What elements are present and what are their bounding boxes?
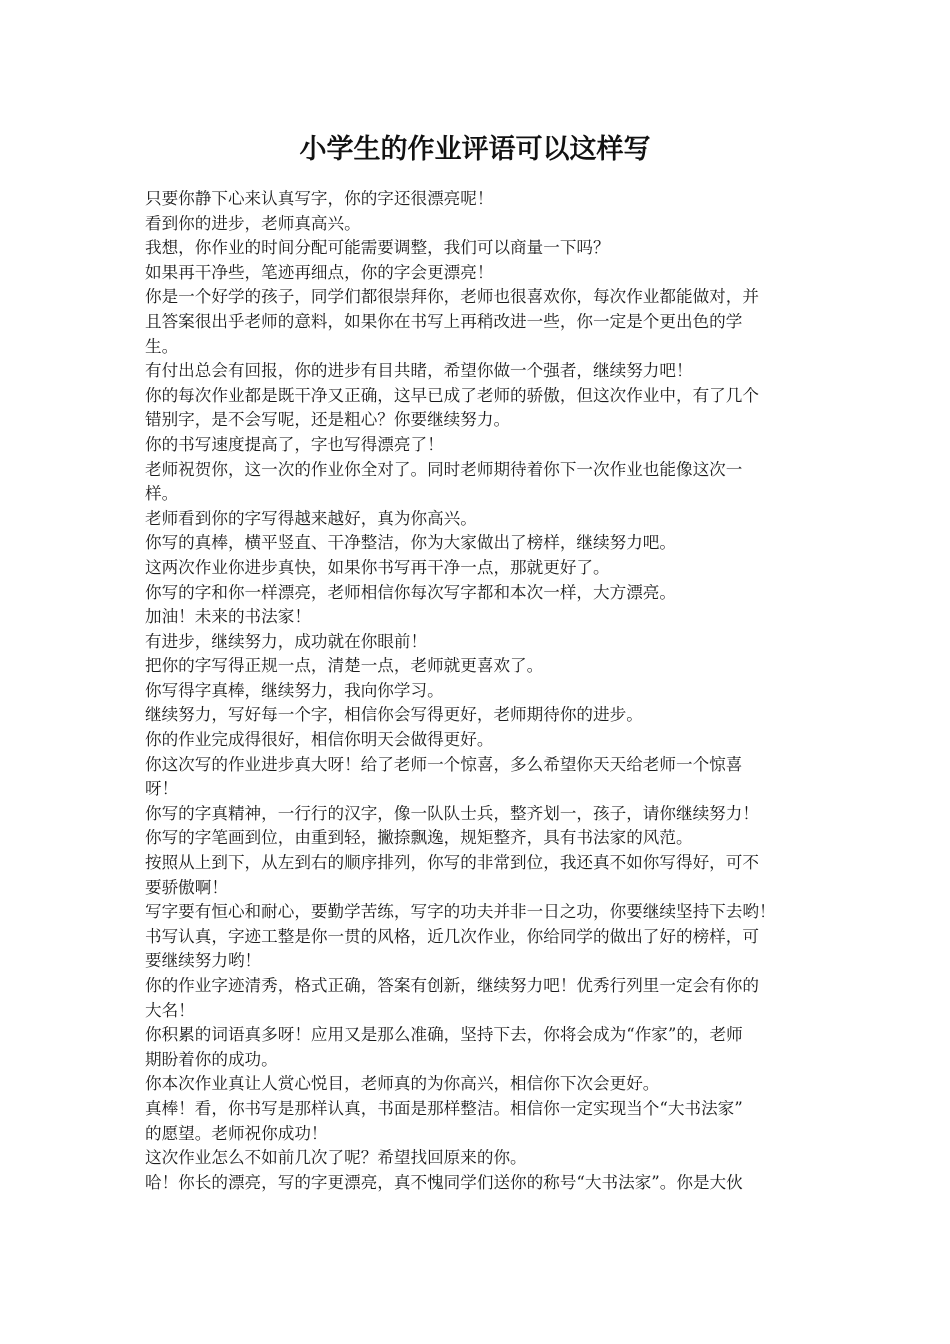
text-line: 老师看到你的字写得越来越好，真为你高兴。 bbox=[145, 508, 477, 528]
text-line: 大名！ bbox=[145, 1000, 195, 1020]
text-line: 你是一个好学的孩子，同学们都很崇拜你，老师也很喜欢你，每次作业都能做对，并 bbox=[145, 287, 759, 307]
text-line: 老师祝贺你，这一次的作业你全对了。同时老师期待着你下一次作业也能像这次一 bbox=[145, 459, 743, 479]
text-line: 加油！未来的书法家！ bbox=[145, 607, 311, 627]
text-line: 你这次写的作业进步真大呀！给了老师一个惊喜，多么希望你天天给老师一个惊喜 bbox=[145, 754, 743, 774]
text-line: 把你的字写得正规一点，清楚一点，老师就更喜欢了。 bbox=[145, 656, 544, 676]
text-line: 你积累的词语真多呀！应用又是那么准确，坚持下去，你将会成为“作家”的，老师 bbox=[145, 1025, 743, 1045]
text-line: 我想，你作业的时间分配可能需要调整，我们可以商量一下吗？ bbox=[145, 238, 610, 258]
document-body bbox=[145, 187, 810, 1195]
text-line: 呀！ bbox=[145, 779, 179, 799]
text-line: 写字要有恒心和耐心，要勤学苦练，写字的功夫并非一日之功，你要继续坚持下去哟！ bbox=[145, 902, 776, 922]
document-title: 小学生的作业评语可以这样写 bbox=[299, 134, 651, 165]
text-line: 你写得字真棒，继续努力，我向你学习。 bbox=[145, 680, 444, 700]
text-line: 你的作业字迹清秀，格式正确，答案有创新，继续努力吧！优秀行列里一定会有你的 bbox=[145, 976, 759, 995]
text-line: 真棒！看，你书写是那样认真，书面是那样整洁。相信你一定实现当个“大书法家” bbox=[145, 1098, 743, 1118]
text-line: 只要你静下心来认真写字，你的字还很漂亮呢！ bbox=[145, 189, 494, 208]
text-line: 你写的真棒，横平竖直、干净整洁，你为大家做出了榜样，继续努力吧。 bbox=[145, 533, 676, 553]
text-line: 你的每次作业都是既干净又正确，这早已成了老师的骄傲，但这次作业中，有了几个 bbox=[145, 385, 759, 405]
text-line: 继续努力，写好每一个字，相信你会写得更好，老师期待你的进步。 bbox=[145, 705, 643, 725]
text-line: 生。 bbox=[145, 336, 179, 356]
text-line: 要继续努力哟！ bbox=[145, 951, 262, 971]
text-line: 这次作业怎么不如前几次了呢？希望找回原来的你。 bbox=[145, 1148, 527, 1168]
text-line: 你写的字笔画到位，由重到轻，撇捺飘逸，规矩整齐，具有书法家的风范。 bbox=[145, 828, 693, 848]
text-line: 错别字，是不会写呢，还是粗心？你要继续努力。 bbox=[145, 410, 511, 430]
text-line: 有付出总会有回报，你的进步有目共睹，希望你做一个强者，继续努力吧！ bbox=[145, 361, 693, 381]
text-line: 如果再干净些，笔迹再细点，你的字会更漂亮！ bbox=[145, 262, 494, 282]
text-line: 要骄傲啊！ bbox=[145, 877, 228, 897]
text-line: 样。 bbox=[145, 484, 179, 504]
text-line: 期盼着你的成功。 bbox=[145, 1049, 278, 1069]
text-line: 你本次作业真让人赏心悦目，老师真的为你高兴，相信你下次会更好。 bbox=[145, 1074, 660, 1094]
text-line: 有进步，继续努力，成功就在你眼前！ bbox=[145, 631, 428, 651]
text-line: 你的作业完成得很好，相信你明天会做得更好。 bbox=[145, 730, 494, 750]
text-line: 哈！你长的漂亮，写的字更漂亮，真不愧同学们送你的称号“大书法家”。你是大伙 bbox=[145, 1172, 743, 1192]
text-line: 你写的字和你一样漂亮，老师相信你每次写字都和本次一样，大方漂亮。 bbox=[145, 582, 676, 602]
text-line: 你的书写速度提高了，字也写得漂亮了！ bbox=[145, 434, 444, 454]
text-line: 且答案很出乎老师的意料，如果你在书写上再稍改进一些，你一定是个更出色的学 bbox=[145, 311, 743, 331]
text-line: 这两次作业你进步真快，如果你书写再干净一点，那就更好了。 bbox=[145, 557, 610, 577]
text-line: 书写认真，字迹工整是你一贯的风格，近几次作业，你给同学的做出了好的榜样，可 bbox=[145, 926, 759, 946]
text-line: 看到你的进步，老师真高兴。 bbox=[145, 213, 361, 233]
text-line: 的愿望。老师祝你成功！ bbox=[145, 1123, 328, 1143]
text-line: 按照从上到下，从左到右的顺序排列，你写的非常到位，我还真不如你写得好，可不 bbox=[145, 853, 759, 873]
text-line: 你写的字真精神，一行行的汉字，像一队队士兵，整齐划一，孩子，请你继续努力！ bbox=[145, 803, 759, 823]
